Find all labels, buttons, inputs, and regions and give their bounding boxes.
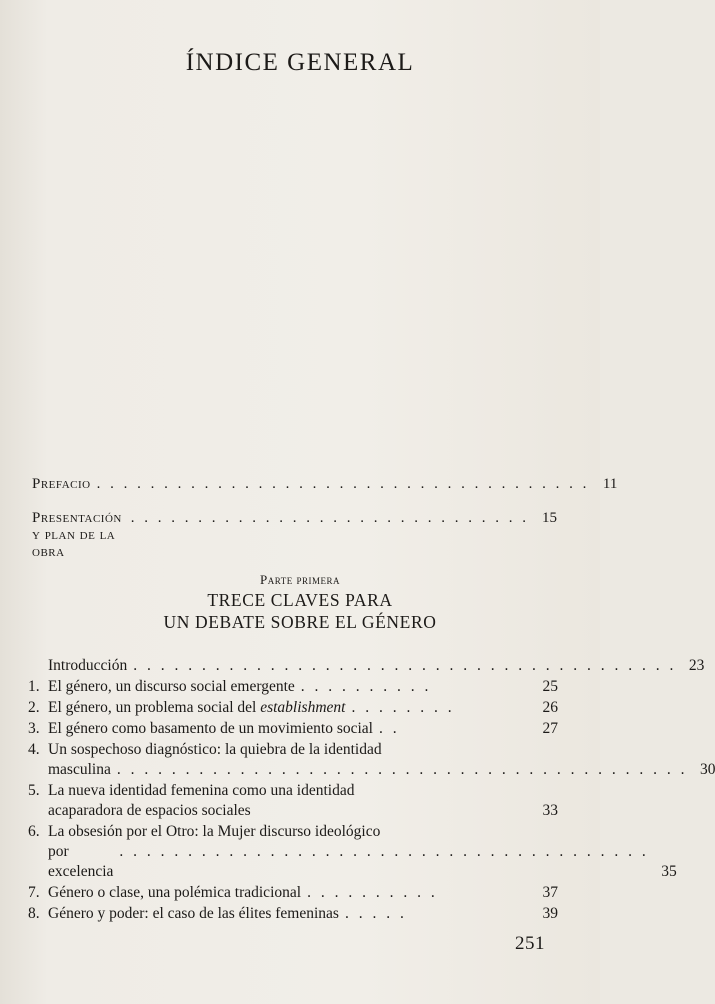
page-number: 35 — [661, 863, 677, 880]
page-number: 15 — [542, 510, 557, 526]
page-number: 39 — [542, 905, 558, 922]
toc-list — [28, 656, 715, 925]
toc-entry-1[interactable] — [28, 677, 558, 697]
front-label: Prefacio — [32, 476, 91, 492]
dot-leader: . . . . . . . . . . . . . . . . . . . . . . . . . . . . . . . . . . . . . . . . — [133, 657, 677, 674]
entry-number: 6. — [28, 823, 40, 840]
entry-number: 2. — [28, 699, 40, 716]
toc-entry-introduccion[interactable] — [28, 656, 705, 676]
part-title-line1: TRECE CLAVES PARA — [207, 590, 393, 610]
toc-entry-2[interactable] — [28, 698, 558, 718]
entry-title: El género como basamento de un movimiento social — [48, 720, 373, 737]
page-number: 27 — [542, 720, 558, 737]
dot-leader: . . . . . . . . . . — [300, 678, 432, 695]
entry-title-line1: La obsesión por el Otro: la Mujer discurso ideológico — [48, 823, 381, 840]
part-title-line2: UN DEBATE SOBRE EL GÉNERO — [163, 612, 437, 632]
page-number: 11 — [602, 476, 618, 492]
dot-leader: . . . . . . . . — [351, 699, 455, 716]
page-number: 30 — [699, 761, 715, 778]
page-number: 33 — [542, 802, 558, 819]
toc-entry-6[interactable] — [28, 822, 677, 882]
page-number: 25 — [542, 678, 558, 695]
dot-leader: . . — [379, 720, 400, 737]
entry-title-line1: La nueva identidad femenina como una identidad — [48, 782, 355, 799]
page-number: 23 — [688, 657, 705, 674]
entry-number: 7. — [28, 884, 40, 901]
entry-title-line1: Un sospechoso diagnóstico: la quiebra de la identidad — [48, 741, 382, 758]
entry-number: 5. — [28, 782, 40, 799]
toc-front-prefacio[interactable] — [32, 476, 618, 493]
front-label: Presentación y plan de la obra — [32, 510, 122, 560]
entry-number: 8. — [28, 905, 40, 922]
dot-leader: . . . . . . . . . . — [307, 884, 438, 901]
toc-front-presentacion[interactable] — [32, 510, 557, 561]
entry-title: Género o clase, una polémica tradicional — [48, 884, 302, 901]
entry-title: Introducción — [48, 657, 128, 674]
dot-leader: . . . . . . . . . . . . . . . . . . . . . . . . . . . . . . . . . . . . . . . — [119, 843, 649, 860]
entry-title-line2: acaparadora de espacios sociales — [48, 802, 251, 819]
dot-leader: . . . . . . . . . . . . . . . . . . . . . . . . . . . . . . . . . . . . . . . . . . — [116, 761, 688, 778]
toc-entry-3[interactable] — [28, 719, 558, 739]
page-folio: 251 — [515, 933, 545, 954]
toc-entry-7[interactable] — [28, 883, 558, 903]
dot-leader: . . . . . . . . . . . . . . . . . . . . . . . . . . . . . . — [130, 510, 529, 526]
entry-number: 3. — [28, 720, 40, 737]
entry-number: 4. — [28, 741, 40, 758]
entry-title: Género y poder: el caso de las élites femeninas — [48, 905, 339, 922]
page-number: 26 — [542, 699, 558, 716]
toc-entry-8[interactable] — [28, 904, 558, 924]
page-title: ÍNDICE GENERAL — [185, 48, 415, 76]
dot-leader: . . . . . . . . . . . . . . . . . . . . . . . . . . . . . . . . . . . . . — [96, 476, 590, 492]
dot-leader: . . . . . — [344, 905, 407, 922]
entry-title-line2: masculina — [48, 761, 111, 778]
entry-title-line2: por excelencia — [48, 843, 114, 880]
entry-title: El género, un discurso social emergente — [48, 678, 295, 695]
entry-title: El género, un problema social del establishment — [48, 699, 346, 716]
entry-title-italic: establishment — [260, 699, 346, 716]
toc-entry-5[interactable] — [28, 781, 558, 821]
part-label: Parte primera — [260, 572, 340, 587]
toc-entry-4[interactable] — [28, 740, 715, 780]
page-number: 37 — [542, 884, 558, 901]
entry-number: 1. — [28, 678, 40, 695]
